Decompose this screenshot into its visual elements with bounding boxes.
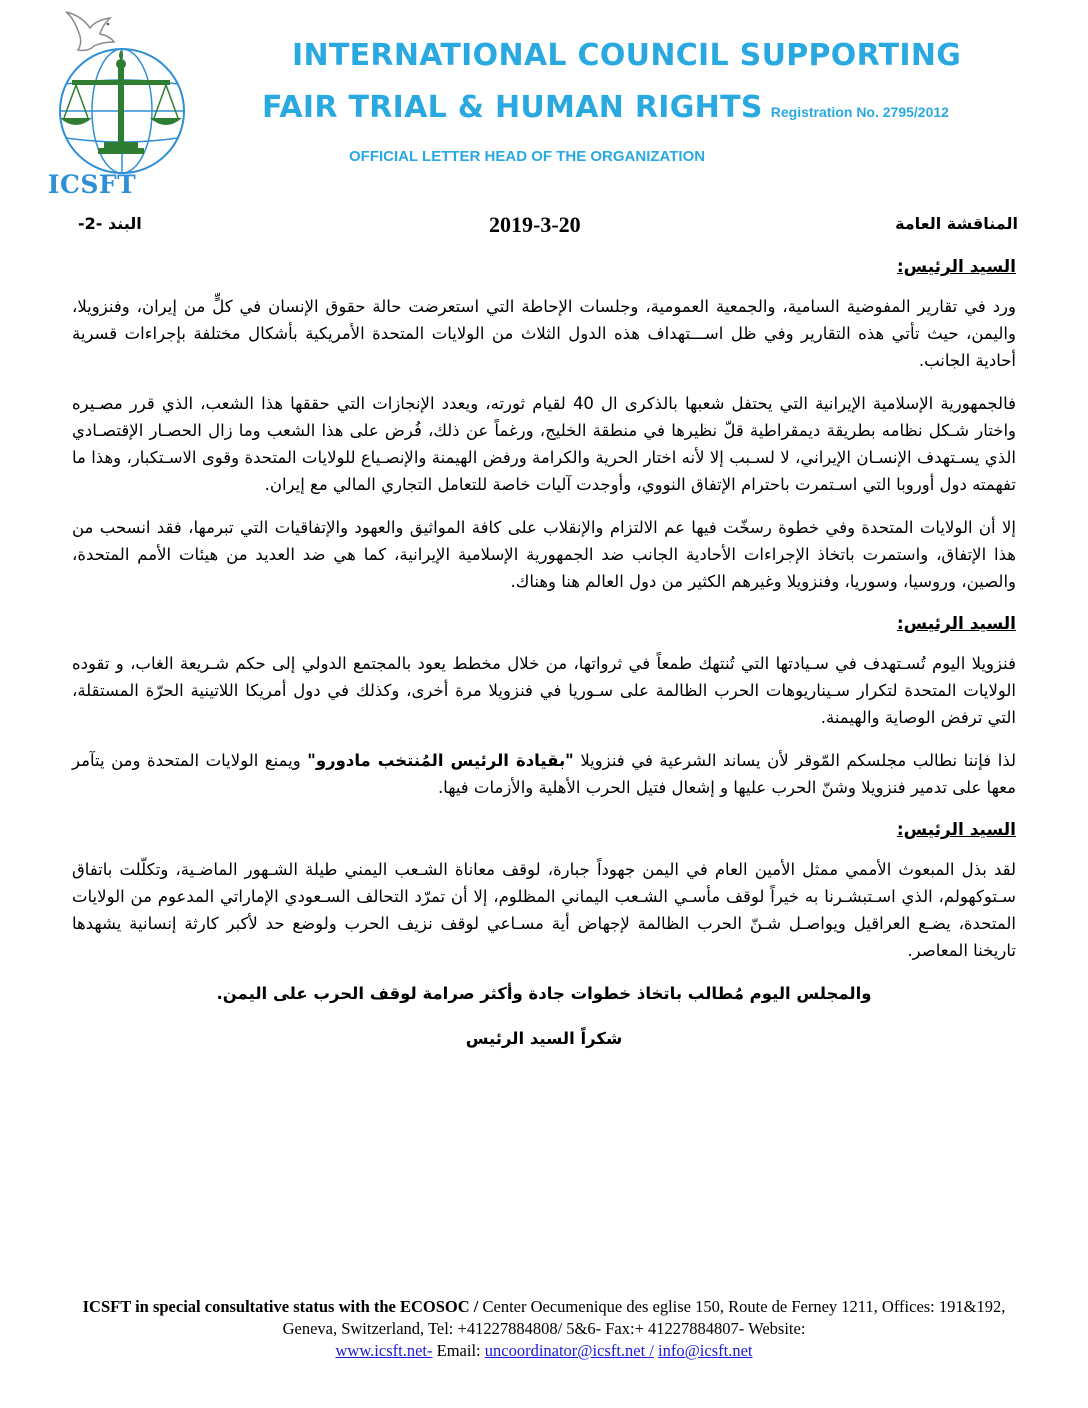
paragraph-5-start: لذا فإننا نطالب مجلسكم المّوقر لأن يساند الشرعية في فنزويلا [573, 751, 1017, 770]
organization-name-line2-row [262, 90, 949, 125]
general-debate-label: المناقشة العامة [895, 214, 1018, 233]
registration-number: Registration No. 2795/2012 [770, 104, 949, 120]
logo-graphic [52, 6, 202, 176]
paragraph-5-emphasis: "بقيادة الرئيس المُنتخب مادورو" [307, 751, 574, 770]
paragraph-5-end: ويمنع الولايات المتحدة ومن يتآمر معها على تدمير فنزويلا وشنّ الحرب عليها و إشعال فتيل الحرب الأهلية والأزمات فيها. [72, 751, 1016, 797]
logo-caption: ICSFT [47, 170, 137, 199]
organization-name-line1: INTERNATIONAL COUNCIL SUPPORTING [292, 38, 962, 73]
paragraph-5 [72, 747, 1016, 801]
salutation-1: السيد الرئيس: [896, 257, 1016, 277]
closing-statement: والمجلس اليوم مُطالب باتخاذ خطوات جادة وأكثر صرامة لوقف الحرب على اليمن. [216, 984, 872, 1003]
footer-email-link-2[interactable]: info@icsft.net [658, 1341, 753, 1360]
letter-date: 2019-3-20 [489, 212, 581, 237]
footer-org-status: ICSFT in special consultative status with the ECOSOC / [82, 1297, 479, 1316]
footer-email-link-1[interactable]: uncoordinator@icsft.net / [484, 1341, 654, 1360]
footer-email-label: Email: [432, 1341, 485, 1360]
thanks-line: شكراً السيد الرئيس [465, 1029, 623, 1048]
agenda-item: البند -2- [78, 214, 142, 233]
paragraph-4: فنزويلا اليوم تُسـتهدف في سـيادتها التي تُنتهك طمعاً في ثرواتها، من خلال مخطط يعود بالمجتمع الدولي إلى حكم شـريعة الغاب، و تقوده الولايات المتحدة لتكرار سـيناريوهات الحرب الظالمة على سـوريا في فنزويلا مرة أخرى، وكذلك في دول أمريكا اللاتينية الحرّة المستقلة، التي ترفض الوصاية والهيمنة. [72, 654, 1016, 727]
organization-name-line2: FAIR TRIAL & HUMAN RIGHTS [262, 90, 763, 125]
letterhead-subtitle: OFFICIAL LETTER HEAD OF THE ORGANIZATION [349, 148, 706, 165]
paragraph-1: ورد في تقارير المفوضية السامية، والجمعية العمومية، وجلسات الإحاطة التي استعرضت حالة حقوق الإنسان في كلٍّ من إيران، وفنزويلا، واليمن، حيث تأتي هذه التقارير وفي ظل اســـتهداف هذه الدول الثلاث من الولايات المتحدة الأمريكية بأشكال مختلفة بإجراءات قسرية أحادية الجانب. [72, 297, 1016, 370]
salutation-2: السيد الرئيس: [896, 614, 1016, 634]
paragraph-3: إلا أن الولايات المتحدة وفي خطوة رسخّت فيها عم الالتزام والإنقلاب على كافة المواثيق والعهود والإتفاقيات التي تبرمها، فقد انسحب من هذا الإتفاق، واستمرت باتخاذ الإجراءات الأحادية الجانب ضد الجمهورية الإسلامية الإيرانية، كما هي ضد العديد من هيئات الأمم المتحدة، والصين، وروسيا، وسوريا، وفنزويلا وغيرهم الكثير من دول العالم هنا وهناك. [72, 518, 1016, 591]
footer-website-link[interactable]: www.icsft.net- [335, 1341, 433, 1360]
footer-address: Center Oecumenique des eglise 150, Route de Ferney 1211, Offices: 191&192, Geneva, Switzerland, Tel: +41227884808/ 5&6- Fax:+ 41227884807- Website: [282, 1297, 1006, 1338]
salutation-3: السيد الرئيس: [896, 820, 1016, 840]
letter-footer [60, 1296, 1028, 1362]
paragraph-6: لقد بذل المبعوث الأممي ممثل الأمين العام في اليمن جهوداً جبارة، لوقف معاناة الشـعب اليمني طيلة الشـهور الماضـية، وتكلّلت باتفاق سـتوكهولم، الذي اسـتبشـرنا به خيراً لوقف مأسـي الشـعب اليماني المظلوم، إلا أن تمرّد التحالف السـعودي الإماراتي المدعوم من الولايات المتحدة، يضـع العراقيل ويواصـل شـنّ الحرب الظالمة لإجهاض أية مسـاعي لوقف نزيف الحرب ولوضع حد لأكبر كارثة إنسانية يشهدها تاريخنا المعاصر. [72, 860, 1016, 960]
letter-body [72, 254, 1016, 1070]
dove-icon [66, 12, 114, 51]
paragraph-2: فالجمهورية الإسلامية الإيرانية التي يحتفل شعبها بالذكرى ال 40 لقيام ثورته، ويعدد الإنجازات التي حققها هذا الشعب، الذي قرر مصـيره واختار شـكل نظامه بطريقة ديمقراطية قلّ نظيرها في منطقة الخليج، ورغماً عن ذلك، فُرض على هذا الشعب وما زال الحصـار الإقتصـادي الذي يسـتهدف الإنسـان الإيراني، لا لسـبب إلا لأنه اختار الحرية والكرامة ورفض الهيمنة والإنصـياع للولايات المتحدة وقوى الاسـتكبار، وهذا ما تفهمته دول أوروبا التي اسـتمرت باحترام الإتفاق النووي، وأوجدت آليات خاصة للتعامل التجاري المالي مع إيران. [72, 394, 1016, 494]
